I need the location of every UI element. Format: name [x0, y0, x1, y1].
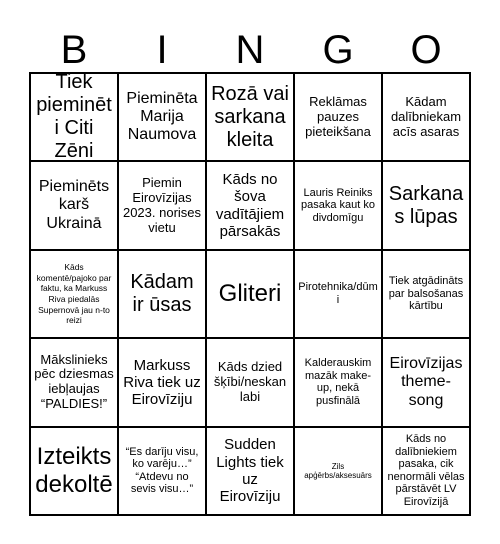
bingo-cell[interactable]: Kāds no šova vadītājiem pārsakās — [206, 161, 294, 249]
header-letter-n: N — [235, 28, 265, 72]
bingo-cell[interactable]: Kāds dzied šķībi/neskan labi — [206, 338, 294, 426]
header-letter-g: G — [322, 28, 354, 72]
bingo-cell[interactable]: Rozā vai sarkana kleita — [206, 73, 294, 161]
bingo-cell[interactable]: Pieminēta Marija Naumova — [118, 73, 206, 161]
bingo-cell[interactable]: Kāds no dalībniekiem pasaka, cik nenormāli vēlas pārstāvēt LV Eirovīzijā — [382, 427, 470, 515]
bingo-cell[interactable]: Lauris Reiniks pasaka kaut ko divdomīgu — [294, 161, 382, 249]
bingo-cell[interactable]: Piemin Eirovīzijas 2023. norises vietu — [118, 161, 206, 249]
bingo-cell[interactable]: Kalderauskim mazāk make-up, nekā pusfinālā — [294, 338, 382, 426]
bingo-header — [30, 28, 470, 72]
bingo-cell[interactable]: Kādam ir ūsas — [118, 250, 206, 338]
bingo-cell[interactable]: Tiek pieminēti Citi Zēni — [30, 73, 118, 161]
bingo-cell[interactable]: Izteikts dekoltē — [30, 427, 118, 515]
bingo-cell[interactable]: Gliteri — [206, 250, 294, 338]
header-letter-i: I — [156, 28, 168, 72]
bingo-cell[interactable]: Pieminēts karš Ukrainā — [30, 161, 118, 249]
bingo-cell[interactable]: Tiek atgādināts par balsošanas kārtību — [382, 250, 470, 338]
bingo-cell[interactable]: Sudden Lights tiek uz Eirovīziju — [206, 427, 294, 515]
bingo-cell[interactable]: Eirovīzijas theme-song — [382, 338, 470, 426]
bingo-cell[interactable]: Sarkanas lūpas — [382, 161, 470, 249]
bingo-cell[interactable]: Markuss Riva tiek uz Eirovīziju — [118, 338, 206, 426]
bingo-cell[interactable]: Mākslinieks pēc dziesmas iebļaujas “PALDIES!” — [30, 338, 118, 426]
bingo-card-grid — [29, 72, 471, 516]
bingo-cell[interactable]: Kādam dalībniekam acīs asaras — [382, 73, 470, 161]
header-letter-o: O — [410, 28, 442, 72]
header-letter-b: B — [60, 28, 88, 72]
bingo-cell[interactable]: “Es darīju visu, ko varēju…” “Atdevu no sevis visu…” — [118, 427, 206, 515]
bingo-cell[interactable]: Zils apģērbs/aksesuārs — [294, 427, 382, 515]
bingo-cell[interactable]: Reklāmas pauzes pieteikšana — [294, 73, 382, 161]
bingo-cell[interactable]: Kāds komentē/pajoko par faktu, ka Markuss Riva piedalās Supernovā jau n-to reizi — [30, 250, 118, 338]
bingo-cell[interactable]: Pirotehnika/dūmi — [294, 250, 382, 338]
